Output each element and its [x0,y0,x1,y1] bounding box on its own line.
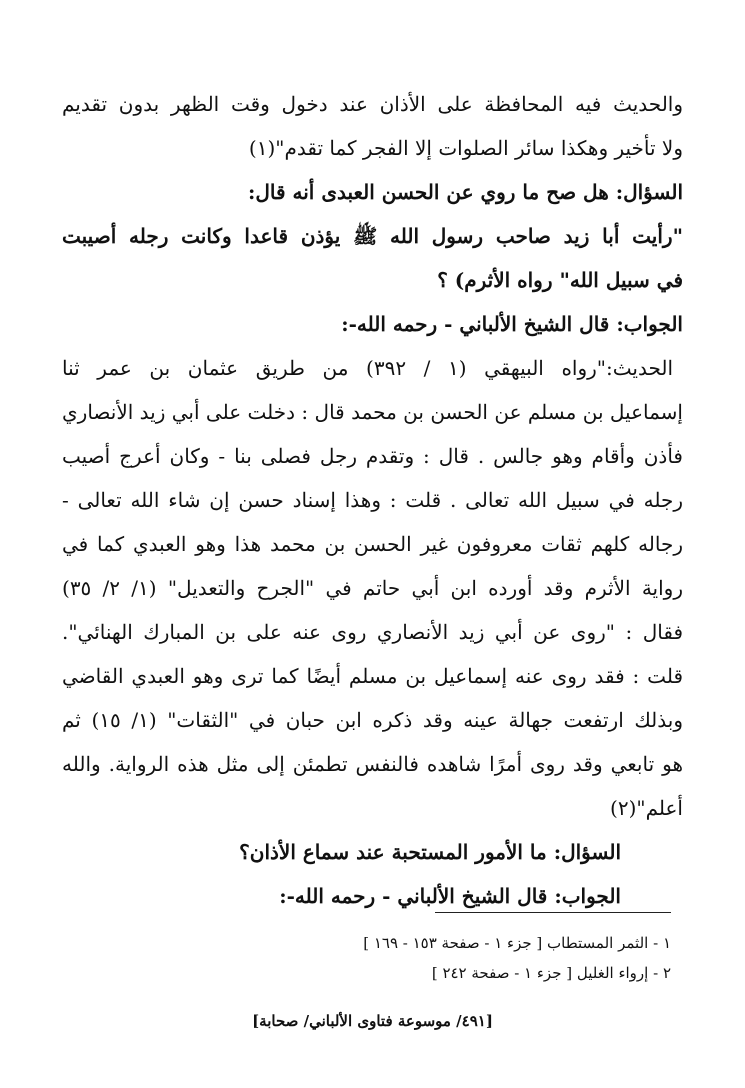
text-line: رجله في سبيل الله تعالى . قلت : وهذا إسناد حسن إن شاء الله تعالى - [62,488,683,512]
question-text: ما الأمور المستحبة عند سماع الأذان؟ [239,840,554,864]
answer-text: قال الشيخ الألباني - رحمه الله-: [279,884,555,908]
answer-label: الجواب: [554,884,621,908]
page-footer: [٤٩١/ موسوعة فتاوى الألباني/ صحابة] [252,1012,493,1030]
question-line [62,170,683,214]
answer-text: قال الشيخ الألباني - رحمه الله-: [341,312,617,336]
text-line: فأذن وأقام وهو جالس . قال : وتقدم رجل فصلى بنا - وكان أعرج أصيب [62,444,683,468]
text-line: رواية الأثرم وقد أورده ابن أبي حاتم في "الجرح والتعديل" (١/ ٢/ ٣٥) [62,576,683,600]
question-label: السؤال: [615,180,683,204]
footnotes [62,928,671,988]
text-line: في سبيل الله" رواه الأثرم) ؟ [437,268,683,292]
text-line: والحديث فيه المحافظة على الأذان عند دخول وقت الظهر بدون تقديم [62,92,683,116]
question-line [62,830,683,874]
footnote: ٢ - إرواء الغليل [ جزء ١ - صفحة ٢٤٢ ] [431,964,671,982]
question-text: هل صح ما روي عن الحسن العبدى أنه قال: [247,180,616,204]
text-line: رجاله كلهم ثقات معروفون غير الحسن بن محمد هذا وهو العبدي كما في [62,532,683,556]
footnote: ١ - الثمر المستطاب [ جزء ١ - صفحة ١٥٣ - ١٦٩ ] [363,934,671,952]
text-line: الحديث:"رواه البيهقي (١ / ٣٩٢) من طريق عثمان بن عمر ثنا [62,356,673,380]
text-line: "رأيت أبا زيد صاحب رسول الله ﷺ يؤذن قاعدا وكانت رجله أصيبت [62,224,683,248]
text-line: أعلم"(٢) [610,796,683,820]
text-line: وبذلك ارتفعت جهالة عينه وقد ذكره ابن حبان في "الثقات" (١/ ١٥) ثم [62,708,683,732]
text-line: هو تابعي وقد روى أمرًا شاهده فالنفس تطمئن إلى مثل هذه الرواية. والله [62,752,683,776]
text-line: فقال : "روى عن أبي زيد الأنصاري روى عنه على بن المبارك الهنائي". [62,620,683,644]
body-text [62,82,683,918]
question-label: السؤال: [553,840,621,864]
answer-line [62,302,683,346]
answer-label: الجواب: [616,312,683,336]
footnote-divider [435,912,671,913]
text-line: إسماعيل بن مسلم عن الحسن بن محمد قال : دخلت على أبي زيد الأنصاري [62,400,683,424]
text-line: قلت : فقد روى عنه إسماعيل بن مسلم أيضًا كما ترى وهو العبدي القاضي [62,664,683,688]
text-line: ولا تأخير وهكذا سائر الصلوات إلا الفجر كما تقدم"(١) [248,136,683,160]
